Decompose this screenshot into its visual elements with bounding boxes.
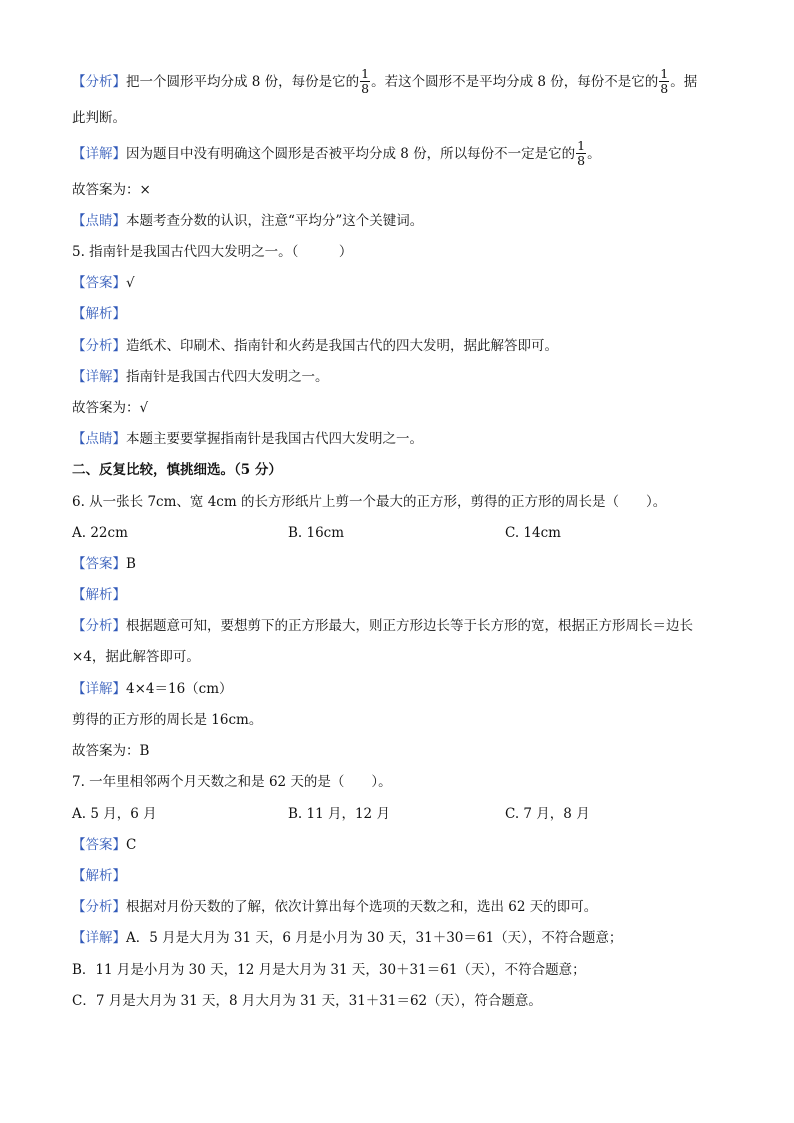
q7-question: 7. 一年里相邻两个月天数之和是 62 天的是（ ）。 [72,774,392,790]
q4-comment-text: 本题考查分数的认识，注意“平均分”这个关键词。 [126,213,424,229]
q5-detail [72,367,732,387]
q6-answer [72,554,732,574]
q4-comment [72,211,732,231]
fraction-one-eighth: $\frac{1}{8}$ [361,66,370,96]
answer-tag: 【答案】 [72,275,126,291]
q5-conclusion: 故答案为：√ [72,400,149,416]
q4-analysis-text-b: 。若这个圆形不是平均分成 8 份，每份不是它的 [371,74,659,90]
fraction-one-eighth: $\frac{1}{8}$ [660,66,669,96]
q5-explain-tag [72,304,732,324]
comment-tag: 【点睛】 [72,431,126,447]
q7-detail-b: B．11 月是小月为 30 天，12 月是大月为 31 天，30＋31＝61（天），不符合题意； [72,962,586,978]
q4-analysis-text-c: 。据 [670,74,698,90]
explain-tag: 【解析】 [72,306,126,322]
q7-answer [72,835,732,855]
q7-analysis-text: 根据对月份天数的了解，依次计算出每个选项的天数之和，选出 62 天的即可。 [126,899,598,915]
q7-detail-c: C．7 月是大月为 31 天，8 月大月为 31 天，31＋31＝62（天），符合题意。 [72,993,542,1009]
q7-options [72,804,732,824]
comment-tag: 【点睛】 [72,213,126,229]
q7-explain-tag [72,866,732,886]
q6-conclusion: 故答案为：B [72,743,150,759]
q4-conclusion: 故答案为：× [72,182,151,198]
q6-option-b: B. 16cm [288,525,345,541]
q5-analysis [72,336,732,356]
q6-analysis-text-a: 根据题意可知，要想剪下的正方形最大，则正方形边长等于长方形的宽，根据正方形周长＝边长 [126,618,693,634]
q7-detail-a-text: A．5 月是大月为 31 天，6 月是小月为 30 天，31＋30＝61（天），不符合题意； [126,930,623,946]
q6-option-a: A. 22cm [72,525,128,541]
q5-answer-value: √ [126,275,135,291]
q6-options [72,523,732,543]
section-heading: 二、反复比较，慎挑细选。（5 分） [72,462,282,478]
q4-analysis-line1 [72,62,732,102]
q5-question: 5. 指南针是我国古代四大发明之一。（ ） [72,244,353,260]
q6-analysis-line1 [72,616,732,636]
analysis-tag: 【分析】 [72,899,126,915]
q6-option-c: C. 14cm [505,525,561,541]
analysis-tag: 【分析】 [72,618,126,634]
analysis-tag: 【分析】 [72,338,126,354]
explain-tag: 【解析】 [72,868,126,884]
detail-tag: 【详解】 [72,681,126,697]
answer-tag: 【答案】 [72,837,126,853]
analysis-tag: 【分析】 [72,74,126,90]
q4-detail-line [72,134,732,174]
q6-question: 6. 从一张长 7cm、宽 4cm 的长方形纸片上剪一个最大的正方形，剪得的正方形的周长是（ ）。 [72,494,667,510]
detail-tag: 【详解】 [72,930,126,946]
q4-analysis-line2: 此判断。 [72,110,126,126]
q4-detail-text-b: 。 [587,146,601,162]
q7-answer-value: C [126,837,137,853]
q7-option-b: B. 11 月，12 月 [288,806,390,822]
detail-tag: 【详解】 [72,146,126,162]
q7-option-c: C. 7 月，8 月 [505,806,590,822]
q6-detail2: 剪得的正方形的周长是 16cm。 [72,712,263,728]
q4-analysis-text-a: 把一个圆形平均分成 8 份，每份是它的 [126,74,360,90]
q6-detail-text: 4×4＝16（cm） [126,681,233,697]
q7-detail-a [72,928,732,948]
q6-detail [72,679,732,699]
q6-explain-tag [72,585,732,605]
detail-tag: 【详解】 [72,369,126,385]
answer-tag: 【答案】 [72,556,126,572]
q7-analysis [72,897,732,917]
q6-analysis-line2: ×4，据此解答即可。 [72,649,200,665]
fraction-one-eighth: $\frac{1}{8}$ [577,138,586,168]
q5-comment [72,429,732,449]
q7-option-a: A. 5 月，6 月 [72,806,157,822]
q5-analysis-text: 造纸术、印刷术、指南针和火药是我国古代的四大发明，据此解答即可。 [126,338,558,354]
q6-answer-value: B [126,556,136,572]
q5-comment-text: 本题主要要掌握指南针是我国古代四大发明之一。 [126,431,423,447]
q5-detail-text: 指南针是我国古代四大发明之一。 [126,369,329,385]
q5-answer [72,273,732,293]
explain-tag: 【解析】 [72,587,126,603]
q4-detail-text-a: 因为题目中没有明确这个圆形是否被平均分成 8 份，所以每份不一定是它的 [126,146,576,162]
